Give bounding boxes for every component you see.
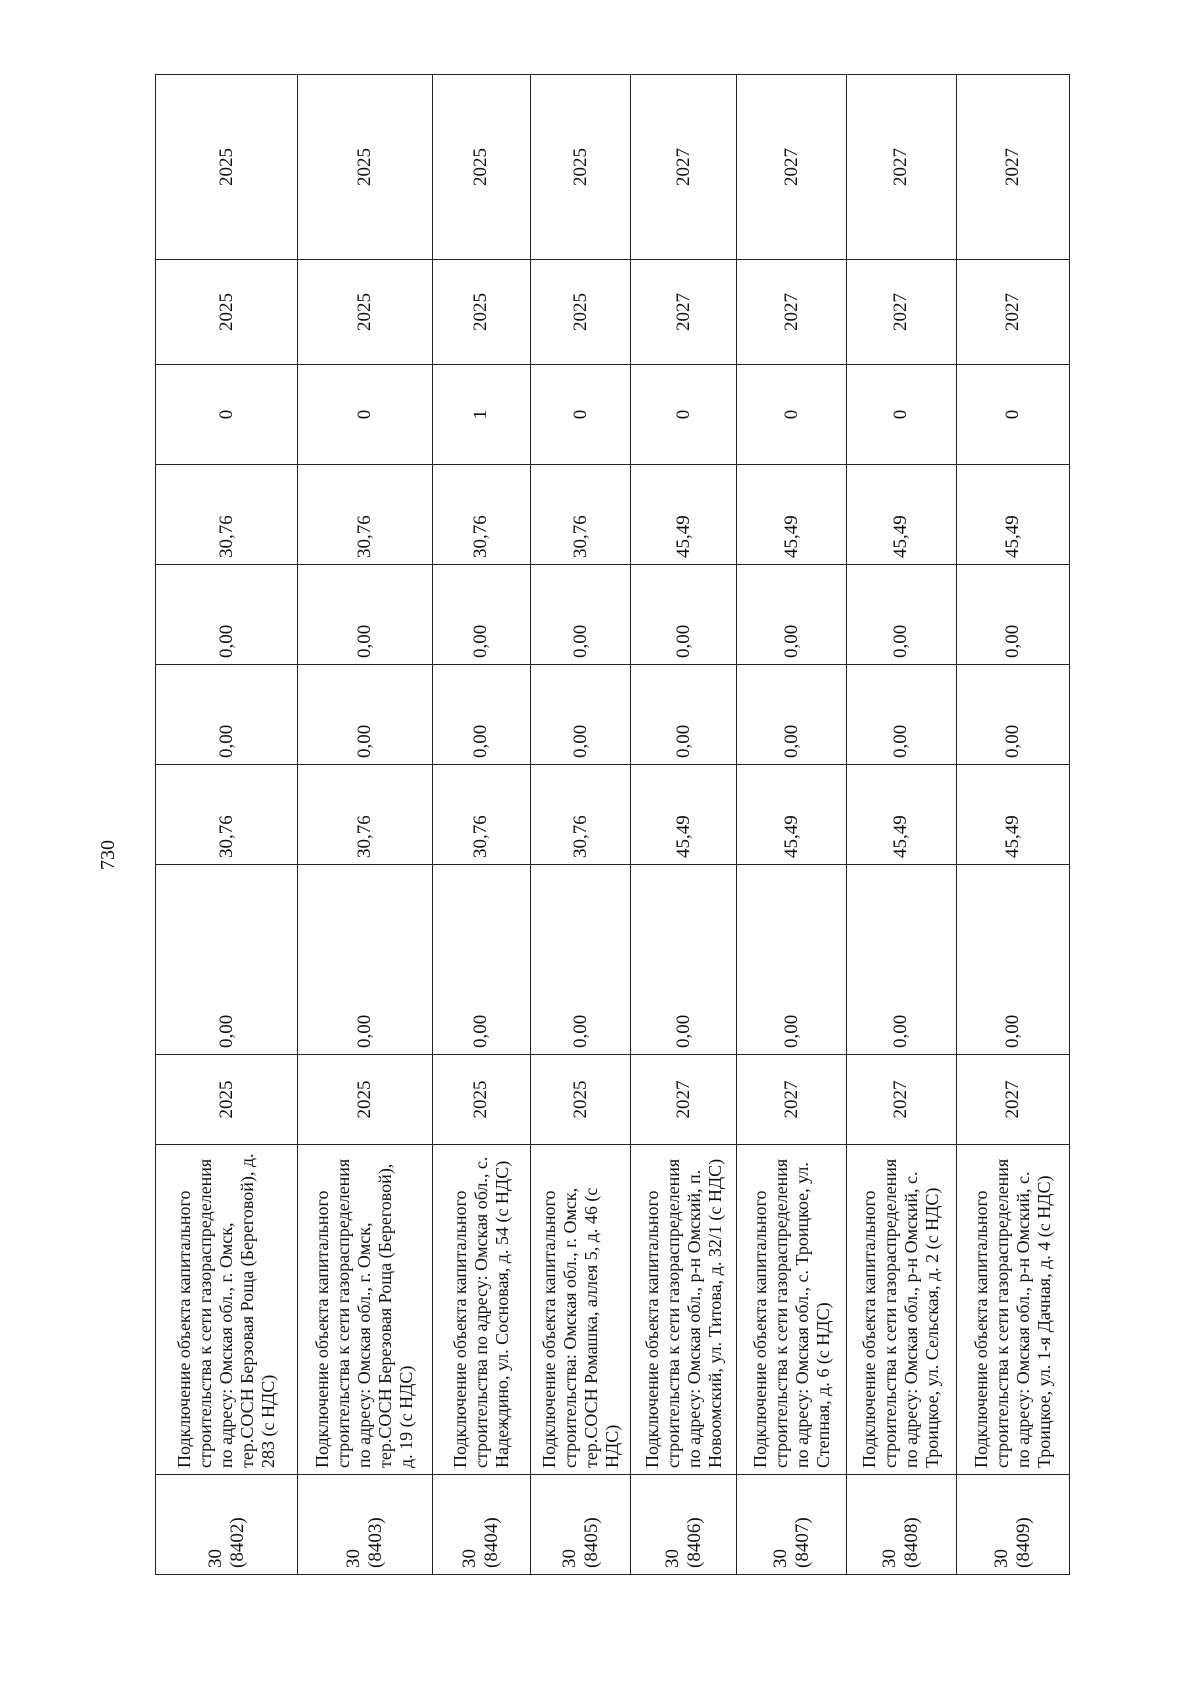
row-description: Подключение объекта капитального строительства к сети газораспределения по адресу: Омская обл., р-н Омский, с. Троицкое, ул. 1-я Дачная, д. 4 (с НДС): [956, 1145, 1069, 1475]
row-value-5: 30,76: [432, 465, 531, 565]
row-value-2: 30,76: [156, 765, 298, 865]
row-value-3: 0,00: [432, 665, 531, 765]
row-value-4: 0,00: [847, 565, 957, 665]
row-year-start: 2027: [847, 260, 957, 365]
row-value-1: 0,00: [432, 865, 531, 1055]
table-row: [737, 75, 847, 1575]
row-value-1: 0,00: [156, 865, 298, 1055]
row-description: Подключение объекта капитального строительства к сети газораспределения по адресу: Омская обл., с. Троицкое, ул. Степная, д. 6 (с НДС): [737, 1145, 847, 1475]
row-value-4: 0,00: [298, 565, 432, 665]
row-year-end: 2027: [630, 75, 736, 260]
row-count: 0: [156, 365, 298, 465]
table-row: [630, 75, 736, 1575]
row-year-end: 2025: [531, 75, 631, 260]
row-description: Подключение объекта капитального строительства: Омская обл., г. Омск, тер.СОСН Ромашка, аллея 5, д. 46 (с НДС): [531, 1145, 631, 1475]
row-count: 0: [956, 365, 1069, 465]
row-year: 2025: [298, 1055, 432, 1145]
row-value-5: 30,76: [298, 465, 432, 565]
row-year-start: 2025: [432, 260, 531, 365]
row-count: 0: [531, 365, 631, 465]
row-year: 2025: [432, 1055, 531, 1145]
row-value-2: 45,49: [847, 765, 957, 865]
row-value-4: 0,00: [432, 565, 531, 665]
row-value-1: 0,00: [847, 865, 957, 1055]
row-value-5: 45,49: [737, 465, 847, 565]
table-row: [956, 75, 1069, 1575]
row-value-2: 30,76: [531, 765, 631, 865]
row-year-start: 2025: [298, 260, 432, 365]
row-year-end: 2025: [298, 75, 432, 260]
row-value-2: 30,76: [298, 765, 432, 865]
row-value-5: 45,49: [630, 465, 736, 565]
row-count: 1: [432, 365, 531, 465]
row-year-start: 2025: [531, 260, 631, 365]
row-year-start: 2027: [630, 260, 736, 365]
table-row: [156, 75, 298, 1575]
row-value-2: 45,49: [956, 765, 1069, 865]
row-value-3: 0,00: [531, 665, 631, 765]
row-value-3: 0,00: [156, 665, 298, 765]
row-value-3: 0,00: [630, 665, 736, 765]
row-year-end: 2025: [156, 75, 298, 260]
row-id: 30 (8408): [847, 1475, 957, 1575]
row-value-1: 0,00: [531, 865, 631, 1055]
row-year: 2027: [737, 1055, 847, 1145]
row-year: 2025: [156, 1055, 298, 1145]
row-id: 30 (8403): [298, 1475, 432, 1575]
row-year-start: 2025: [156, 260, 298, 365]
table-row: [298, 75, 432, 1575]
table-row: [531, 75, 631, 1575]
investment-table: [155, 74, 1070, 1575]
row-value-4: 0,00: [531, 565, 631, 665]
row-year-end: 2025: [432, 75, 531, 260]
row-year-end: 2027: [737, 75, 847, 260]
table-row: [432, 75, 531, 1575]
row-id: 30 (8402): [156, 1475, 298, 1575]
row-value-3: 0,00: [956, 665, 1069, 765]
page-number: 730: [97, 840, 119, 870]
row-value-1: 0,00: [298, 865, 432, 1055]
row-value-4: 0,00: [956, 565, 1069, 665]
row-value-3: 0,00: [847, 665, 957, 765]
row-year-end: 2027: [847, 75, 957, 260]
row-year: 2027: [847, 1055, 957, 1145]
row-value-2: 45,49: [737, 765, 847, 865]
row-count: 0: [298, 365, 432, 465]
row-value-3: 0,00: [737, 665, 847, 765]
row-description: Подключение объекта капитального строительства к сети газораспределения по адресу: Омская обл., р-н Омский, с. Троицкое, ул. Сельская, д. 2 (с НДС): [847, 1145, 957, 1475]
row-count: 0: [737, 365, 847, 465]
row-value-2: 45,49: [630, 765, 736, 865]
row-year: 2027: [630, 1055, 736, 1145]
row-id: 30 (8407): [737, 1475, 847, 1575]
row-value-1: 0,00: [737, 865, 847, 1055]
row-year-start: 2027: [956, 260, 1069, 365]
row-value-5: 30,76: [531, 465, 631, 565]
row-value-2: 30,76: [432, 765, 531, 865]
row-year-start: 2027: [737, 260, 847, 365]
row-year: 2027: [956, 1055, 1069, 1145]
row-id: 30 (8405): [531, 1475, 631, 1575]
row-id: 30 (8409): [956, 1475, 1069, 1575]
row-description: Подключение объекта капитального строительства к сети газораспределения по адресу: Омская обл., г. Омск, тер.СОСН Берзовая Роща (Береговой), д. 283 (с НДС): [156, 1145, 298, 1475]
row-count: 0: [847, 365, 957, 465]
row-year: 2025: [531, 1055, 631, 1145]
row-value-4: 0,00: [630, 565, 736, 665]
row-description: Подключение объекта капитального строительства по адресу: Омская обл., с. Надеждино, ул. Сосновая, д. 54 (с НДС): [432, 1145, 531, 1475]
row-value-5: 45,49: [956, 465, 1069, 565]
row-description: Подключение объекта капитального строительства к сети газораспределения по адресу: Омская обл., р-н Омский, п. Новоомский, ул. Титова, д. 32/1 (с НДС): [630, 1145, 736, 1475]
row-value-3: 0,00: [298, 665, 432, 765]
row-value-5: 45,49: [847, 465, 957, 565]
row-value-1: 0,00: [956, 865, 1069, 1055]
table-row: [847, 75, 957, 1575]
row-value-1: 0,00: [630, 865, 736, 1055]
row-id: 30 (8406): [630, 1475, 736, 1575]
rotated-table-container: [155, 75, 1070, 1575]
row-value-4: 0,00: [737, 565, 847, 665]
row-value-5: 30,76: [156, 465, 298, 565]
row-description: Подключение объекта капитального строительства к сети газораспределения по адресу: Омская обл., г. Омск, тер.СОСН Березовая Роща (Береговой), д. 19 (с НДС): [298, 1145, 432, 1475]
row-id: 30 (8404): [432, 1475, 531, 1575]
row-count: 0: [630, 365, 736, 465]
row-year-end: 2027: [956, 75, 1069, 260]
row-value-4: 0,00: [156, 565, 298, 665]
